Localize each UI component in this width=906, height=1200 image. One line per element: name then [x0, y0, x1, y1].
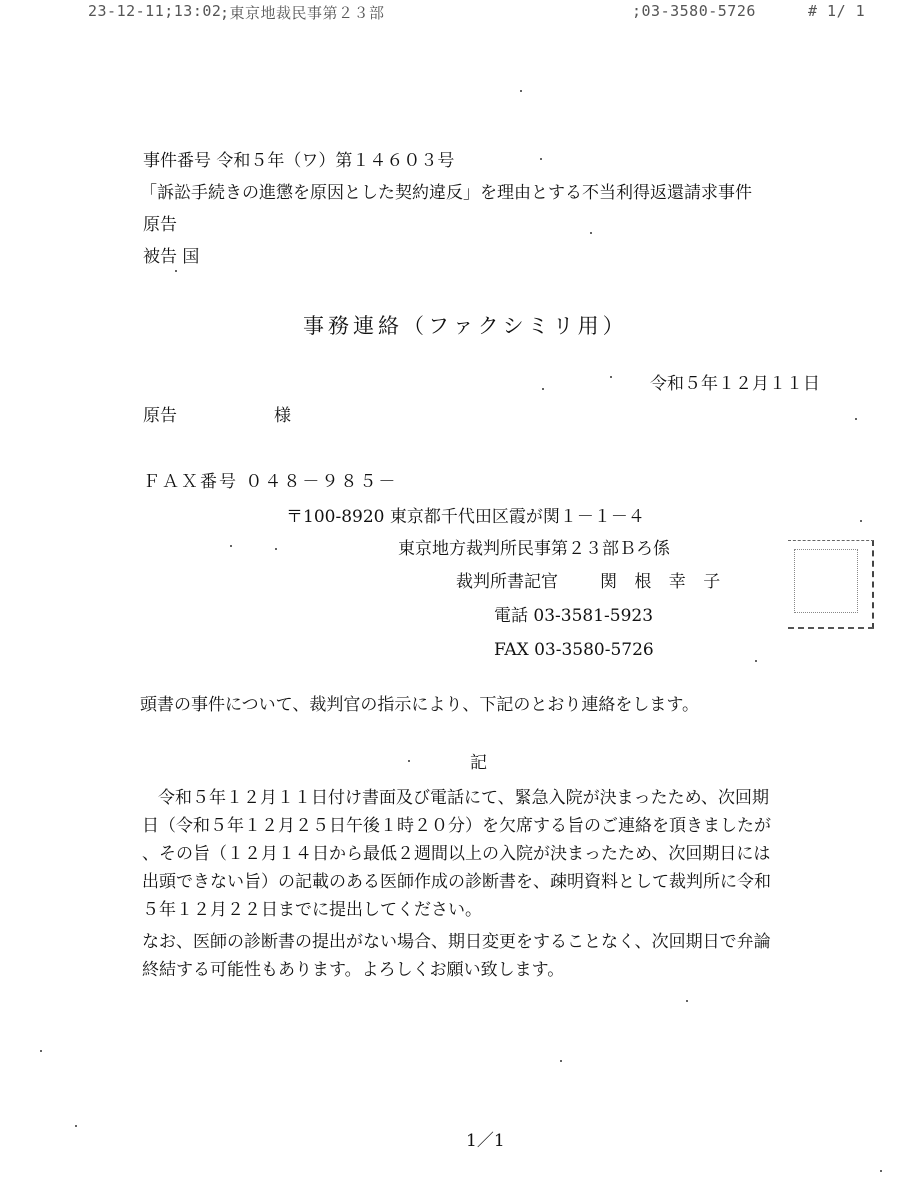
fax-page-count: # 1/ 1 — [808, 2, 866, 20]
scan-speck — [755, 660, 757, 662]
scan-speck — [610, 376, 612, 378]
body-line: 終結する可能性もあります。よろしくお願い致します。 — [142, 960, 565, 980]
scan-speck — [275, 548, 277, 550]
clerk-name: 関 根 幸 子 — [600, 572, 727, 592]
body-line: なお、医師の診断書の提出がない場合、期日変更をすることなく、次回期日で弁論 — [142, 932, 771, 952]
scan-speck — [542, 388, 544, 390]
scan-speck — [408, 760, 410, 762]
scan-speck — [520, 90, 522, 92]
case-name: 「訴訟手続きの進懲を原因とした契約違反」を理由とする不当利得返還請求事件 — [140, 183, 752, 203]
body-line: 出頭できない旨）の記載のある医師作成の診断書を、疎明資料として裁判所に令和 — [142, 872, 771, 892]
recipient-label: 原告 — [143, 406, 177, 426]
seal-stamp — [788, 540, 874, 629]
sender-fax: FAX 03-3580-5726 — [494, 640, 654, 660]
clerk-title: 裁判所書記官 — [456, 572, 558, 592]
scan-speck — [590, 232, 592, 234]
document-date: 令和５年１２月１１日 — [650, 374, 820, 394]
sender-phone: 電話 03-3581-5923 — [494, 606, 654, 626]
body-line: 、その旨（１２月１４日から最低２週間以上の入院が決まったため、次回期日には — [142, 844, 771, 864]
sender-address: 〒100-8920 東京都千代田区霞が関１－１－４ — [286, 507, 645, 527]
scan-speck — [686, 1000, 688, 1002]
ki-heading: 記 — [470, 753, 487, 773]
body-line: 令和５年１２月１１日付け書面及び電話にて、緊急入院が決まったため、次回期 — [158, 788, 769, 808]
scan-speck — [40, 1050, 42, 1052]
fax-timestamp: 23-12-11;13:02 — [88, 2, 222, 20]
body-line: 日（令和５年１２月２５日午後１時２０分）を欠席する旨のご連絡を頂きましたが — [142, 816, 771, 836]
recipient-honorific: 様 — [274, 406, 291, 426]
seal-stamp-inner — [794, 549, 858, 613]
scan-speck — [560, 1060, 562, 1062]
fax-sender-name: ;東京地裁民事第２３部 — [220, 4, 385, 22]
recipient-fax: ＦＡＸ番号 ０４８－９８５－ — [143, 472, 398, 492]
scan-speck — [880, 1170, 882, 1172]
scan-speck — [75, 1125, 77, 1127]
document-title: 事務連絡（ファクシミリ用） — [303, 314, 628, 338]
fax-sender-number: ;03-3580-5726 — [632, 2, 756, 20]
scan-speck — [540, 158, 542, 160]
scan-speck — [230, 545, 232, 547]
case-plaintiff: 原告 — [143, 215, 177, 235]
sender-court: 東京地方裁判所民事第２３部Ｂろ係 — [398, 539, 670, 559]
body-line: ５年１２月２２日までに提出してください。 — [142, 900, 482, 920]
intro-text: 頭書の事件について、裁判官の指示により、下記のとおり連絡をします。 — [140, 695, 699, 715]
scan-speck — [175, 270, 177, 272]
case-number: 事件番号 令和５年（ワ）第１４６０３号 — [143, 151, 455, 171]
page-number: 1／1 — [466, 1131, 505, 1151]
scan-speck — [860, 520, 862, 522]
scan-speck — [855, 418, 857, 420]
case-defendant: 被告 国 — [143, 247, 200, 267]
